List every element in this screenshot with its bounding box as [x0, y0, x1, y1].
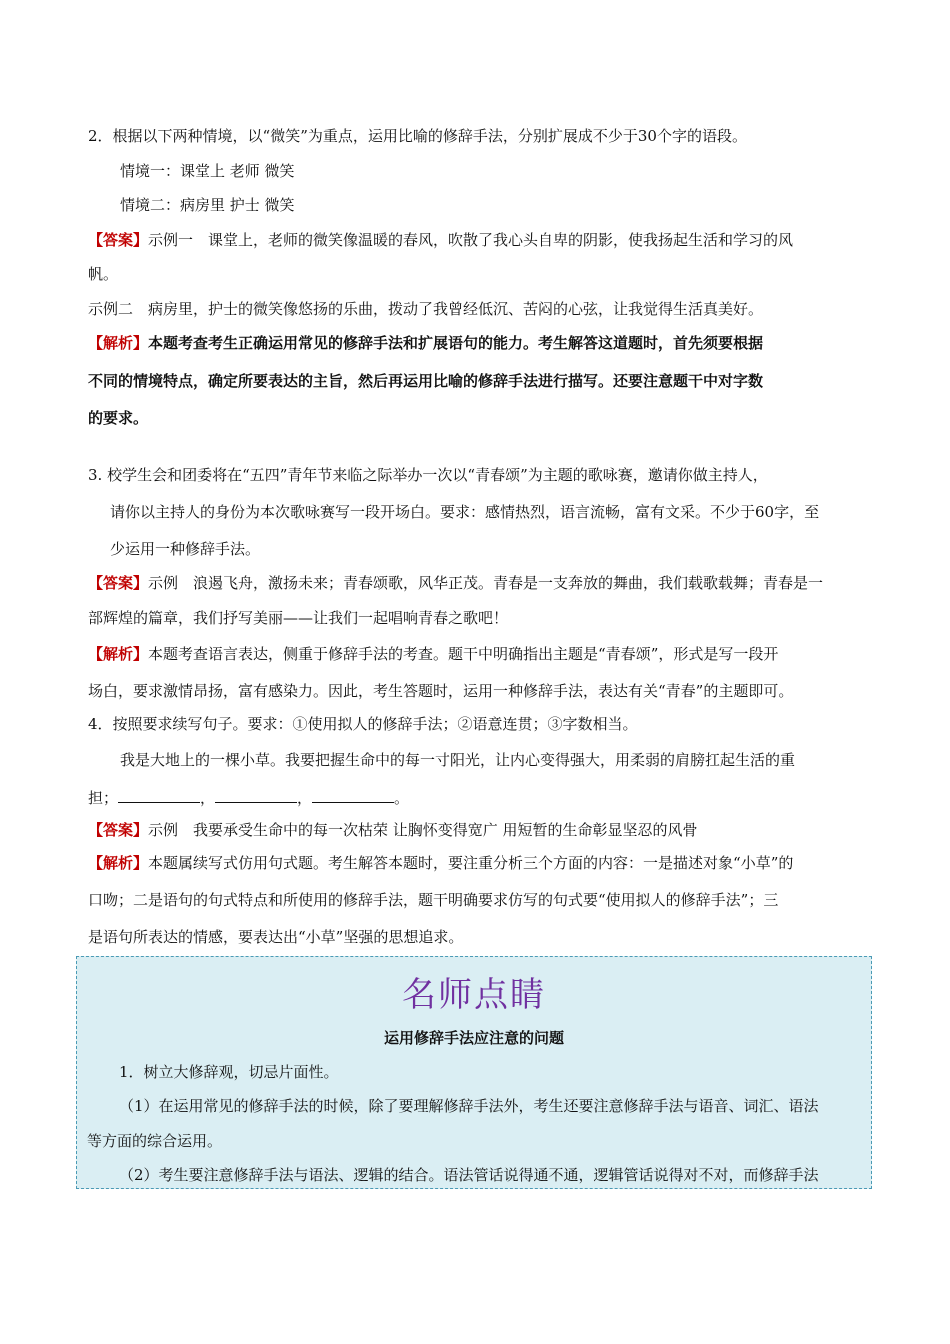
- q2-scene1: 情境一：课堂上 老师 微笑: [120, 162, 295, 180]
- q4-stem: 4．按照要求续写句子。要求：①使用拟人的修辞手法；②语意连贯；③字数相当。: [88, 715, 638, 733]
- q3-stem-line3: 少运用一种修辞手法。: [110, 540, 261, 558]
- tip-p2-line1: （1）在运用常见的修辞手法的时候，除了要理解修辞手法外，考生还要注意修辞手法与语音、词汇、语法: [119, 1097, 819, 1115]
- fill-blank-1[interactable]: [118, 788, 200, 803]
- q4-analysis-text1: 本题属续写式仿用句式题。考生解答本题时，要注重分析三个方面的内容：一是描述对象“小草”的: [148, 854, 794, 872]
- answer-tag: 【答案】: [88, 231, 149, 249]
- analysis-tag: 【解析】: [88, 334, 149, 352]
- q2-analysis-text1: 本题考查考生正确运用常见的修辞手法和扩展语句的能力。考生解答这道题时，首先须要根据: [148, 334, 764, 352]
- q4-sep1: ，: [200, 789, 216, 807]
- tip-box: [76, 956, 872, 1189]
- q2-answer-line1: [88, 229, 866, 251]
- q4-answer-text1: 示例 我要承受生命中的每一次枯荣 让胸怀变得宽广 用短暂的生命彰显坚忍的风骨: [148, 821, 698, 839]
- q2-scene2: 情境二：病房里 护士 微笑: [120, 196, 295, 214]
- q4-answer-line1: [88, 819, 866, 841]
- q4-end: 。: [394, 789, 410, 807]
- q3-stem-line2: 请你以主持人的身份为本次歌咏赛写一段开场白。要求：感情热烈，语言流畅，富有文采。不少于60字，至: [110, 503, 820, 521]
- q4-passage-line1: 我是大地上的一棵小草。我要把握生命中的每一寸阳光，让内心变得强大，用柔弱的肩膀扛起生活的重: [120, 751, 796, 769]
- q2-answer-line2: 帆。: [88, 265, 119, 283]
- q4-passage-prefix: 担；: [88, 789, 119, 807]
- q3-answer-text1: 示例 浪遏飞舟，激扬未来；青春颂歌，风华正茂。青春是一支奔放的舞曲，我们载歌载舞；青春是一: [148, 574, 824, 592]
- tip-p1: 1．树立大修辞观，切忌片面性。: [119, 1063, 339, 1081]
- q2-analysis-line3: 的要求。: [88, 409, 149, 427]
- answer-tag: 【答案】: [88, 821, 149, 839]
- tip-box-subtitle: 运用修辞手法应注意的问题: [383, 1029, 564, 1047]
- fill-blank-3[interactable]: [312, 788, 394, 803]
- q4-analysis-line1: [88, 852, 866, 874]
- q3-analysis-line1: [88, 643, 866, 665]
- fill-blank-2[interactable]: [215, 788, 297, 803]
- q4-passage-line2: [88, 787, 866, 809]
- q4-analysis-line3: 是语句所表达的情感，要表达出“小草”坚强的思想追求。: [88, 928, 464, 946]
- answer-tag: 【答案】: [88, 574, 149, 592]
- q4-sep2: ，: [297, 789, 313, 807]
- q2-answer-text1: 示例一 课堂上，老师的微笑像温暖的春风，吹散了我心头自卑的阴影，使我扬起生活和学习的风: [148, 231, 794, 249]
- tip-p3-line1: （2）考生要注意修辞手法与语法、逻辑的结合。语法管话说得通不通，逻辑管话说得对不对，而修辞手法: [119, 1166, 819, 1184]
- q2-analysis-line1: [88, 332, 866, 354]
- q2-stem: 2．根据以下两种情境，以“微笑”为重点，运用比喻的修辞手法，分别扩展成不少于30个字的语段。: [88, 127, 747, 145]
- q2-answer-line3: 示例二 病房里，护士的微笑像悠扬的乐曲，拨动了我曾经低沉、苦闷的心弦，让我觉得生活真美好。: [88, 300, 764, 318]
- q2-analysis-line2: 不同的情境特点，确定所要表达的主旨，然后再运用比喻的修辞手法进行描写。还要注意题干中对字数: [88, 372, 764, 390]
- q4-analysis-line2: 口吻；二是语句的句式特点和所使用的修辞手法，题干明确要求仿写的句式要“使用拟人的修辞手法”；三: [88, 891, 779, 909]
- q3-answer-line1: [88, 572, 866, 594]
- q3-analysis-text1: 本题考查语言表达，侧重于修辞手法的考查。题干中明确指出主题是“青春颂”，形式是写一段开: [148, 645, 779, 663]
- tip-box-title: 名师点睛: [402, 975, 546, 1015]
- q3-analysis-line2: 场白，要求激情昂扬，富有感染力。因此，考生答题时，运用一种修辞手法，表达有关“青春”的主题即可。: [88, 682, 794, 700]
- analysis-tag: 【解析】: [88, 645, 149, 663]
- q3-answer-line2: 部辉煌的篇章，我们抒写美丽——让我们一起唱响青春之歌吧！: [88, 609, 509, 627]
- q3-stem-line1: 3. 校学生会和团委将在“五四”青年节来临之际举办一次以“青春颂”为主题的歌咏赛，邀请你做主持人，: [88, 466, 768, 484]
- analysis-tag: 【解析】: [88, 854, 149, 872]
- tip-p2-line2: 等方面的综合运用。: [87, 1132, 223, 1150]
